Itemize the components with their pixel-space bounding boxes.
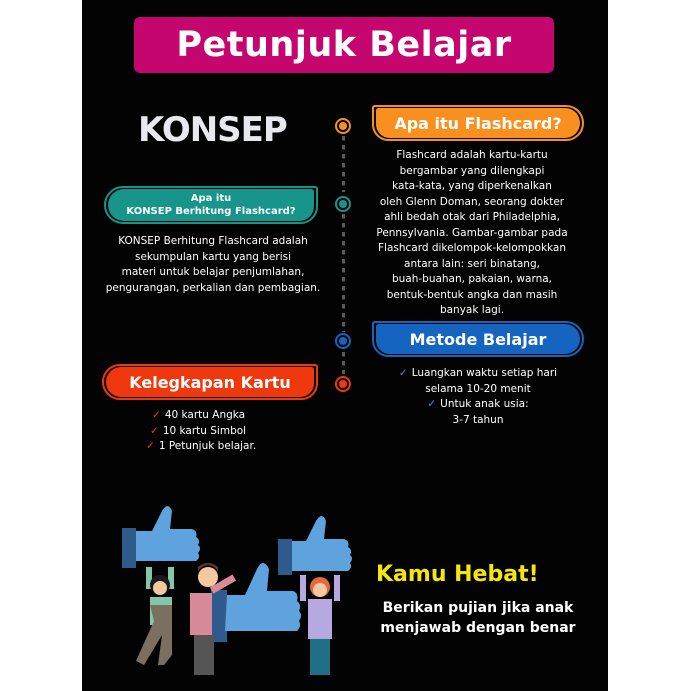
logo-text: KONSEP: [138, 110, 287, 150]
praise-message: Berikan pujian jika anak menjawab dengan benar: [380, 600, 576, 636]
check-icon: ✓: [398, 367, 408, 379]
check-icon: ✓: [150, 424, 159, 437]
konsep-description: KONSEP Berhitung Flashcard adalah sekumpulan kartu yang berisi materi untuk belajar penjumlahan, pengurangan, perkalian dan pembagian.: [105, 235, 321, 294]
list-item-continued: 3-7 tahun: [452, 413, 504, 426]
thumbs-up-icon: [122, 506, 200, 568]
timeline-dot-red: [335, 376, 351, 392]
konsep-logo: [138, 110, 288, 150]
check-icon: ✓: [427, 398, 437, 410]
list-item: ✓ 10 kartu Simbol: [150, 424, 247, 437]
timeline-line: [342, 136, 345, 192]
timeline-dot-blue: [335, 333, 351, 349]
flashcard-heading: Apa itu Flashcard?: [376, 108, 580, 138]
person-figure: [300, 575, 340, 675]
timeline-line: [342, 214, 345, 332]
kelengkapan-list: [140, 408, 272, 455]
list-item: ✓ 1 Petunjuk belajar.: [146, 440, 257, 452]
thumbs-up-icon: [278, 516, 352, 575]
metode-heading: Metode Belajar: [376, 324, 580, 354]
flashcard-description: Flashcard adalah kartu-kartu bergambar yang dilengkapi kata-kata, yang diperkenalkan oleh Glenn Doman, seorang dokter ahli bedah otak dari Philadelphia, Pennsylvania. Gambar-gambar pada Flashcard dikelompok-kelompokkan antara lain: seri binatang, buah-buahan, pakaian, warna, bentuk-bentuk angka dan masih banyak lagi.: [376, 149, 568, 316]
kamu-hebat-headline: Kamu Hebat!: [376, 562, 539, 587]
kelengkapan-heading: Kelegkapan Kartu: [106, 367, 314, 397]
check-icon: ✓: [152, 409, 161, 421]
check-icon: ✓: [146, 440, 155, 452]
title-banner: [134, 17, 554, 73]
list-item-continued: selama 10-20 menit: [425, 382, 531, 395]
timeline-line: [342, 352, 345, 374]
thumbs-up-people-illustration: [108, 495, 358, 685]
list-item: ✓ Untuk anak usia:: [427, 398, 529, 410]
list-item: ✓ Luangkan waktu setiap hari: [398, 367, 558, 379]
metode-list: [376, 366, 580, 428]
timeline-dot-teal: [335, 196, 351, 212]
konsep-heading: Apa itu KONSEP Berhitung Flashcard?: [108, 189, 314, 221]
person-figure: [136, 567, 174, 665]
page-title: Petunjuk Belajar: [176, 25, 512, 65]
list-item: ✓ 40 kartu Angka: [152, 409, 246, 421]
timeline-dot-orange: [335, 118, 351, 134]
